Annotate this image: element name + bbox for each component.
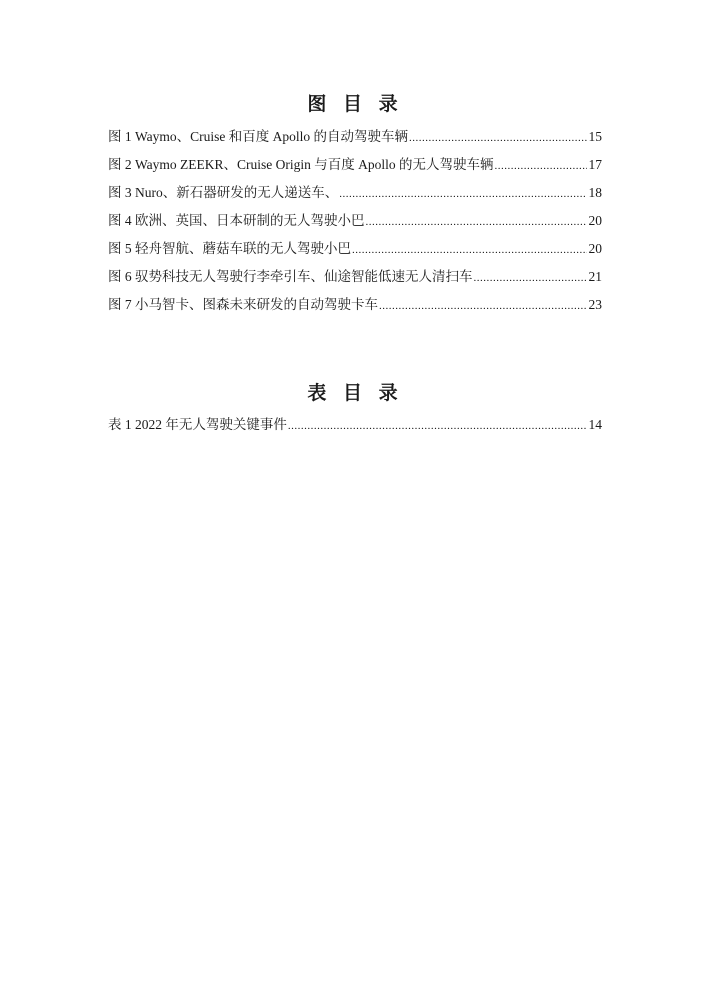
toc-entry-page-number: 21 <box>588 269 602 284</box>
toc-entry-page-number: 15 <box>588 129 602 144</box>
toc-entry-figure-2[interactable] <box>108 151 602 179</box>
tables-toc-list <box>108 411 602 439</box>
dot-leader <box>474 264 587 292</box>
toc-entry-label: 图 2 Waymo ZEEKR、Cruise Origin 与百度 Apollo 的无人驾驶车辆 <box>108 157 494 172</box>
dot-leader <box>495 152 587 180</box>
toc-entry-page-number: 17 <box>588 157 602 172</box>
dot-leader <box>409 124 586 152</box>
toc-entry-page-number: 20 <box>588 213 602 228</box>
toc-entry-label: 图 3 Nuro、新石器研发的无人递送车、 <box>108 185 339 200</box>
toc-entry-label: 表 1 2022 年无人驾驶关键事件 <box>108 417 287 432</box>
toc-entry-page-number: 18 <box>588 185 602 200</box>
toc-entry-figure-6[interactable] <box>108 263 602 291</box>
toc-entry-figure-5[interactable] <box>108 235 602 263</box>
toc-entry-label: 图 1 Waymo、Cruise 和百度 Apollo 的自动驾驶车辆 <box>108 129 409 144</box>
toc-entry-label: 图 4 欧洲、英国、日本研制的无人驾驶小巴 <box>108 213 365 228</box>
tables-toc-title: 表 目 录 <box>307 382 403 404</box>
dot-leader <box>288 412 587 440</box>
toc-entry-label: 图 7 小马智卡、图森未来研发的自动驾驶卡车 <box>108 297 378 312</box>
dot-leader <box>379 292 587 320</box>
figures-toc-title: 图 目 录 <box>307 93 403 115</box>
toc-entry-page-number: 23 <box>588 297 602 312</box>
toc-entry-figure-1[interactable] <box>108 123 602 151</box>
figures-toc-list <box>108 123 602 319</box>
toc-entry-label: 图 6 驭势科技无人驾驶行李牵引车、仙途智能低速无人清扫车 <box>108 269 473 284</box>
dot-leader <box>339 180 586 208</box>
toc-entry-page-number: 20 <box>588 241 602 256</box>
toc-entry-figure-3[interactable] <box>108 179 602 207</box>
toc-entry-label: 图 5 轻舟智航、蘑菇车联的无人驾驶小巴 <box>108 241 351 256</box>
dot-leader <box>352 236 587 264</box>
toc-entry-page-number: 14 <box>588 417 602 432</box>
toc-entry-figure-7[interactable] <box>108 291 602 319</box>
toc-entry-table-1[interactable] <box>108 411 602 439</box>
toc-entry-figure-4[interactable] <box>108 207 602 235</box>
dot-leader <box>366 208 587 236</box>
